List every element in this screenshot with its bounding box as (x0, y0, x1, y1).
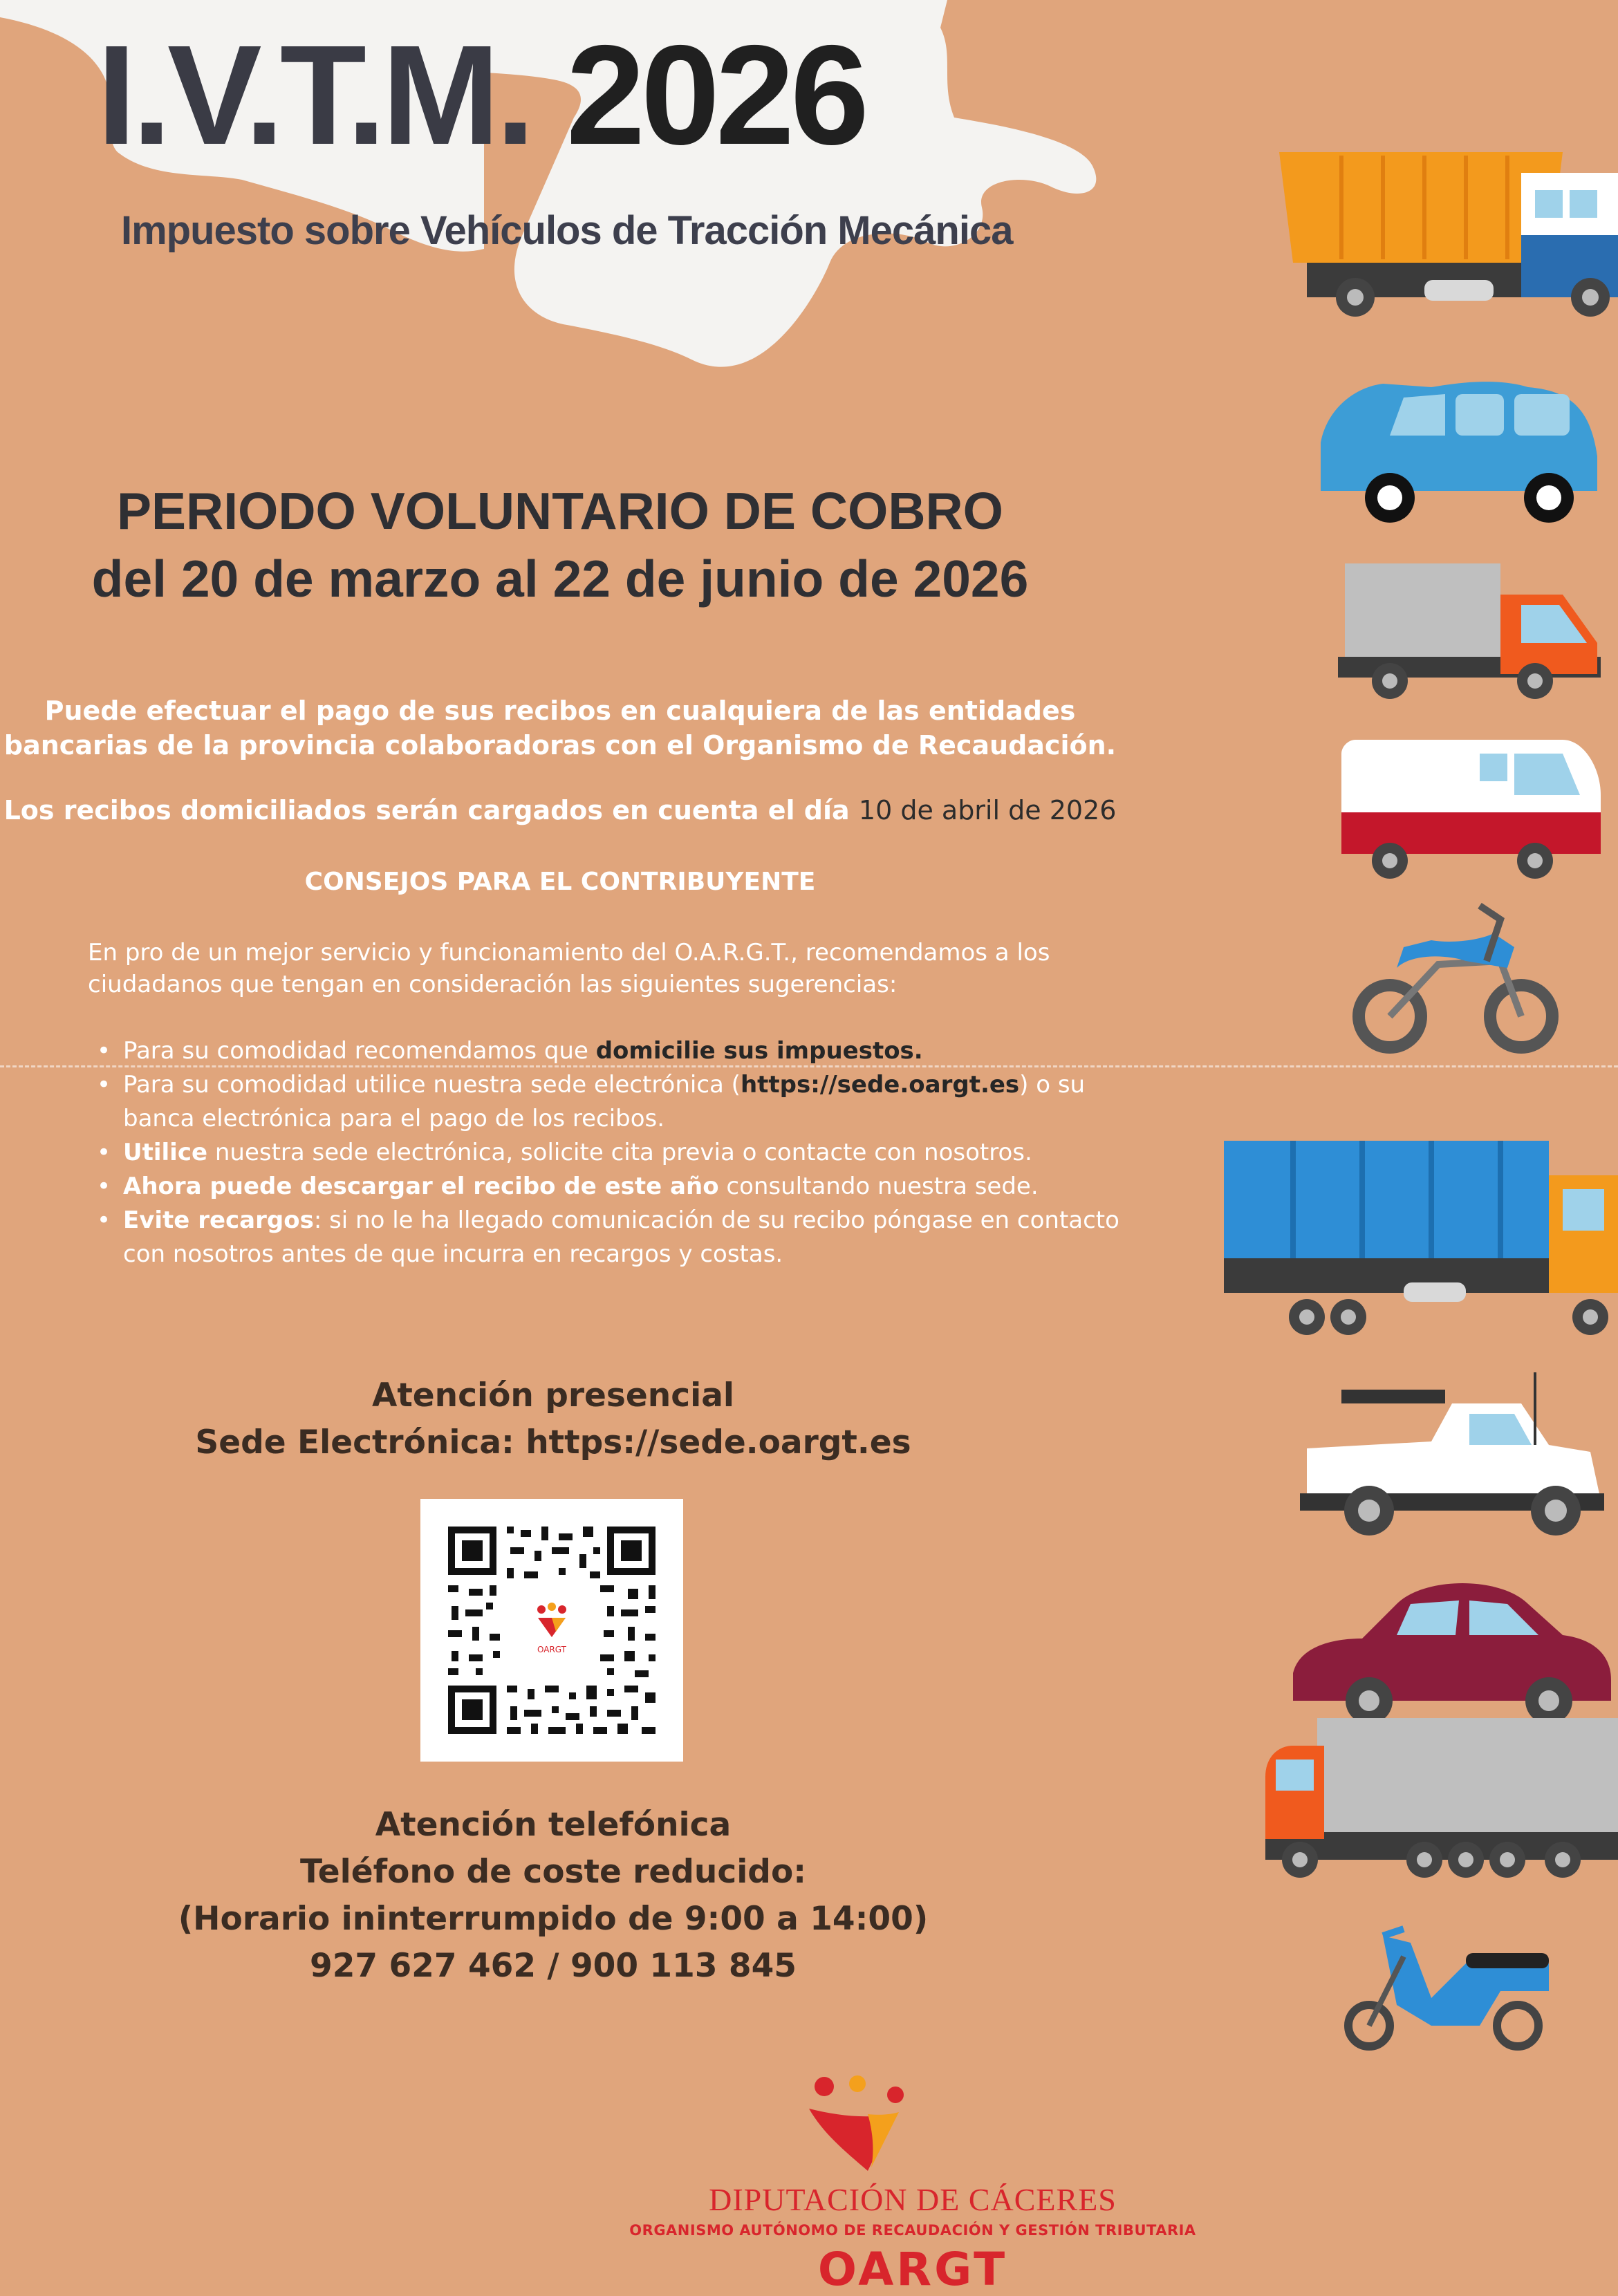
tip-text: consultando nuestra sede. (726, 1173, 1039, 1200)
organization-subtitle: ORGANISMO AUTÓNOMO DE RECAUDACIÓN Y GESTIÓN TRIBUTARIA (629, 2222, 1196, 2239)
box-truck-icon (1338, 563, 1601, 699)
pickup-truck-icon (1300, 1372, 1604, 1536)
truck-trailer-icon (1224, 1141, 1618, 1335)
phone-contact (0, 1802, 1106, 1990)
in-person-contact (0, 1372, 1106, 1466)
sede-electronica-link[interactable]: Sede Electrónica: https://sede.oargt.es (195, 1424, 911, 1462)
phone-hours: (Horario ininterrumpido de 9:00 a 14:00) (178, 1900, 929, 1938)
title-acronym: I.V.T.M. (97, 16, 531, 174)
tip-highlight: Evite recargos (123, 1206, 314, 1234)
in-person-heading: Atención presencial (371, 1376, 735, 1415)
domiciled-date: 10 de abril de 2026 (858, 795, 1117, 825)
list-item (97, 1170, 1134, 1204)
vehicle-illustrations (1203, 131, 1618, 2081)
document-subtitle: Impuesto sobre Vehículos de Tracción Mecánica (121, 208, 1013, 253)
document-title (97, 16, 865, 174)
sedan-car-icon (1293, 1583, 1611, 1724)
tip-text: : si no le ha llegado comunicación de su recibo póngase en contacto (313, 1206, 1119, 1234)
payment-line-2: bancarias de la provincia colaboradoras con el Organismo de Recaudación. (3, 730, 1117, 760)
phone-label: Teléfono de coste reducido: (299, 1853, 807, 1891)
qr-code-icon (420, 1499, 683, 1762)
minivan-icon (1321, 382, 1597, 523)
period-heading: PERIODO VOLUNTARIO DE COBRO (117, 482, 1003, 540)
tip-text: ) o su (1019, 1071, 1086, 1099)
delivery-truck-icon (1265, 1718, 1618, 1878)
period-dates: del 20 de marzo al 22 de junio de 2026 (91, 550, 1029, 608)
tip-text: Para su comodidad recomendamos que (123, 1037, 588, 1065)
list-item (97, 1034, 1134, 1068)
dump-truck-icon (1279, 152, 1618, 317)
sede-link[interactable]: https://sede.oargt.es (740, 1071, 1020, 1099)
tip-highlight: Ahora puede descargar el recibo de este año (123, 1173, 719, 1200)
phone-heading: Atención telefónica (375, 1806, 732, 1844)
list-item (97, 1136, 1134, 1170)
advice-intro-line-2: ciudadanos que tengan en consideración las siguientes sugerencias: (88, 971, 898, 998)
diputacion-logo-icon (802, 2074, 913, 2178)
collection-period (0, 477, 1120, 613)
payment-line-1: Puede efectuar el pago de sus recibos en cualquiera de las entidades (44, 696, 1076, 726)
domiciled-info (0, 795, 1120, 825)
payment-info (0, 693, 1120, 763)
qr-code[interactable] (420, 1499, 683, 1762)
tip-text: banca electrónica para el pago de los recibos. (123, 1105, 665, 1132)
phone-numbers[interactable]: 927 627 462 / 900 113 845 (310, 1947, 797, 1985)
organization-name: DIPUTACIÓN DE CÁCERES (709, 2182, 1117, 2217)
van-icon (1341, 740, 1601, 879)
fold-line-divider (0, 1065, 1618, 1067)
advice-intro (88, 937, 1125, 1000)
list-item (97, 1204, 1134, 1271)
tip-text: Para su comodidad utilice nuestra sede electrónica ( (123, 1071, 741, 1099)
tip-highlight: domicilie sus impuestos. (595, 1037, 923, 1065)
list-item (97, 1068, 1134, 1136)
advice-intro-line-1: En pro de un mejor servicio y funcionamiento del O.A.R.G.T., recomendamos a los (88, 939, 1050, 967)
motorcycle-icon (1359, 906, 1552, 1047)
domiciled-text: Los recibos domiciliados serán cargados en cuenta el día (3, 795, 850, 825)
tip-highlight: Utilice (123, 1139, 208, 1166)
qr-center-label: OARGT (537, 1645, 566, 1654)
advice-heading: CONSEJOS PARA EL CONTRIBUYENTE (304, 868, 816, 896)
tip-text: nuestra sede electrónica, solicite cita previa o contacte con nosotros. (214, 1139, 1032, 1166)
advice-list (97, 1034, 1134, 1271)
scooter-icon (1348, 1929, 1549, 2046)
organization-acronym: OARGT (817, 2243, 1008, 2296)
title-year: 2026 (566, 16, 865, 174)
tip-text: con nosotros antes de que incurra en recargos y costas. (123, 1240, 783, 1268)
